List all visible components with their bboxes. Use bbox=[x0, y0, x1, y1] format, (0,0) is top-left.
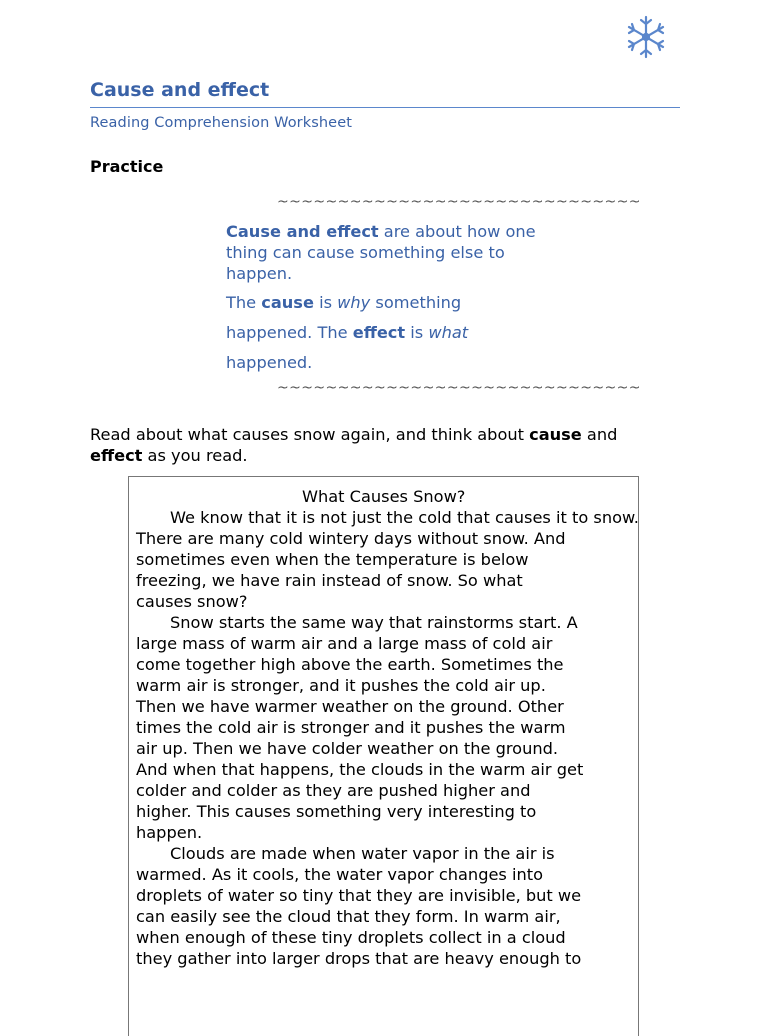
tilde-divider-bottom: ~~~~~~~~~~~~~~~~~~~~~~~~~~~~~~ bbox=[277, 380, 641, 396]
explanation-text: is bbox=[313, 293, 338, 312]
instructions-text: as you read. bbox=[142, 446, 248, 465]
passage-line: Clouds are made when water vapor in the air is bbox=[170, 844, 555, 863]
instructions-text: and bbox=[581, 425, 618, 444]
definition-text: are about how one bbox=[378, 222, 536, 241]
snowflake-icon bbox=[624, 14, 668, 60]
instructions-text: Read about what causes snow again, and think about bbox=[90, 425, 530, 444]
passage-line: Snow starts the same way that rainstorms start. A bbox=[170, 613, 578, 632]
practice-heading: Practice bbox=[90, 157, 164, 176]
term-effect: effect bbox=[352, 323, 406, 342]
explanation-line: happened. bbox=[226, 353, 313, 372]
passage-line: they gather into larger drops that are heavy enough to bbox=[136, 949, 582, 968]
passage-line: warm air is stronger, and it pushes the cold air up. bbox=[136, 676, 546, 695]
passage-line: sometimes even when the temperature is below bbox=[136, 550, 529, 569]
explanation-line bbox=[226, 318, 556, 348]
passage-line: colder and colder as they are pushed higher and bbox=[136, 781, 531, 800]
passage-line: warmed. As it cools, the water vapor changes into bbox=[136, 865, 544, 884]
page-subtitle: Reading Comprehension Worksheet bbox=[90, 115, 352, 131]
tilde-divider-top: ~~~~~~~~~~~~~~~~~~~~~~~~~~~~~~ bbox=[277, 194, 641, 210]
explanation-text: is bbox=[405, 323, 429, 342]
cause-effect-explanation bbox=[226, 288, 556, 378]
explanation-text: happened. The bbox=[226, 323, 353, 342]
passage-line: large mass of warm air and a large mass of cold air bbox=[136, 634, 553, 653]
term-what: what bbox=[428, 323, 469, 342]
term-cause-and-effect: Cause and effect bbox=[226, 222, 379, 241]
passage-line: higher. This causes something very interesting to bbox=[136, 802, 537, 821]
passage-line: freezing, we have rain instead of snow. So what bbox=[136, 571, 523, 590]
explanation-text: something bbox=[370, 293, 462, 312]
title-divider bbox=[90, 107, 680, 108]
passage-line: times the cold air is stronger and it pushes the warm bbox=[136, 718, 566, 737]
passage-line: Then we have warmer weather on the ground. Other bbox=[136, 697, 564, 716]
passage-line: And when that happens, the clouds in the warm air get bbox=[136, 760, 584, 779]
passage-line: come together high above the earth. Sometimes the bbox=[136, 655, 564, 674]
explanation-text: The bbox=[226, 293, 262, 312]
passage-line: We know that it is not just the cold that causes it to snow. bbox=[170, 508, 639, 527]
definition-paragraph bbox=[226, 221, 556, 284]
passage-line: happen. bbox=[136, 823, 203, 842]
passage-line: air up. Then we have colder weather on the ground. bbox=[136, 739, 559, 758]
passage-line: There are many cold wintery days without snow. And bbox=[136, 529, 566, 548]
instructions-effect: effect bbox=[90, 446, 143, 465]
instructions-cause: cause bbox=[529, 425, 582, 444]
page-title: Cause and effect bbox=[90, 79, 270, 101]
passage-line: droplets of water so tiny that they are invisible, but we bbox=[136, 886, 582, 905]
explanation-line bbox=[226, 288, 556, 318]
passage-line: causes snow? bbox=[136, 592, 248, 611]
reading-passage bbox=[136, 486, 696, 969]
passage-line: when enough of these tiny droplets collect in a cloud bbox=[136, 928, 566, 947]
passage-line: can easily see the cloud that they form. In warm air, bbox=[136, 907, 561, 926]
passage-title: What Causes Snow? bbox=[302, 487, 466, 506]
definition-text: thing can cause something else to bbox=[226, 243, 505, 262]
definition-text: happen. bbox=[226, 264, 293, 283]
passage-body bbox=[136, 507, 696, 969]
term-why: why bbox=[337, 293, 371, 312]
term-cause: cause bbox=[261, 293, 314, 312]
instructions bbox=[90, 424, 690, 466]
